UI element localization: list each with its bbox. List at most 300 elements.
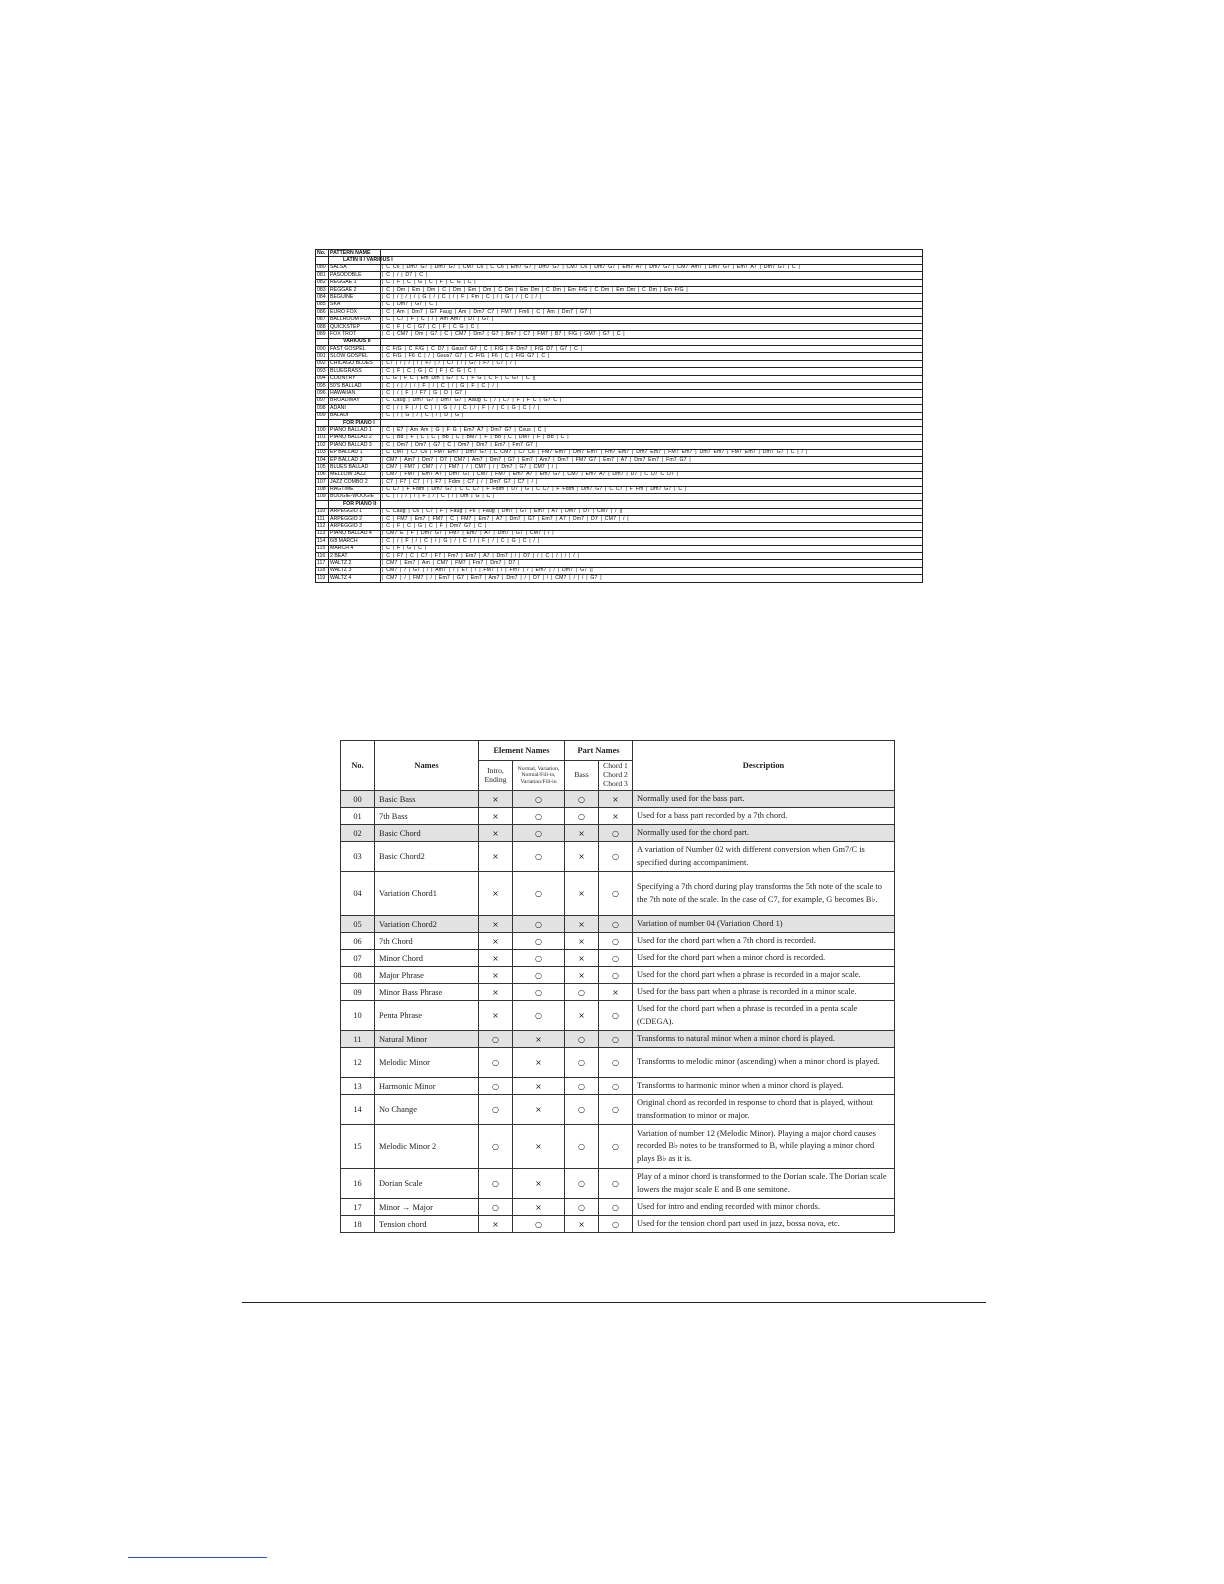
pattern-row — [316, 264, 923, 271]
variation-description: Used for a bass part recorded by a 7th chord. — [633, 808, 895, 825]
variation-number: 03 — [341, 842, 375, 872]
pattern-name: MARCH 4 — [329, 545, 381, 552]
chord-sequence: | C | F | C | G | C | F | C G | C | — [381, 279, 923, 286]
chord-mark: ○ — [599, 1216, 633, 1233]
pattern-name: FOX TROT — [329, 331, 381, 338]
variation-description: Specifying a 7th chord during play transforms the 5th note of the scale to the 7th note of the scale. In the case of C7, for example, G becomes B♭. — [633, 872, 895, 916]
bass-header: Bass — [565, 761, 599, 791]
variation-name: Melodic Minor — [375, 1048, 479, 1078]
pattern-row — [316, 309, 923, 316]
pattern-number: 112 — [316, 523, 329, 530]
pattern-row — [316, 508, 923, 515]
pattern-number: 098 — [316, 405, 329, 412]
pattern-number: 095 — [316, 383, 329, 390]
bass-mark: × — [565, 933, 599, 950]
variation-number: 00 — [341, 791, 375, 808]
variation-row — [341, 1199, 895, 1216]
pattern-row — [316, 405, 923, 412]
intro-ending-mark: ○ — [479, 1078, 513, 1095]
variation-description: Variation of number 04 (Variation Chord 1) — [633, 916, 895, 933]
pattern-number: 113 — [316, 530, 329, 537]
pattern-name: PASODOBLE — [329, 272, 381, 279]
variation-description: Used for the chord part when a 7th chord is recorded. — [633, 933, 895, 950]
pattern-row — [316, 397, 923, 404]
normal-variation-mark: ○ — [513, 933, 565, 950]
chord-sequence: | C CM7 | C7 C6 | FM7 Em7 | Dm7 G7 | C CM7 | C7 C6 | FM7 Em7 | Dm7 Em7 | Fm7 Em7 | Dm7 Em7 | FM7 Em7 | Dm7 Em7 | FM7 Em7 | Dm7 G7 | C | / | — [381, 449, 923, 456]
variation-name: Harmonic Minor — [375, 1078, 479, 1095]
pattern-name: ADANI — [329, 405, 381, 412]
pattern-row — [316, 301, 923, 308]
pattern-number: 110 — [316, 508, 329, 515]
variation-number: 12 — [341, 1048, 375, 1078]
pattern-group-no — [316, 419, 329, 426]
chord-mark: ○ — [599, 1125, 633, 1169]
pattern-name: SKA — [329, 301, 381, 308]
pattern-row — [316, 346, 923, 353]
intro-ending-mark: ○ — [479, 1199, 513, 1216]
normal-variation-mark: ○ — [513, 916, 565, 933]
variation-row — [341, 1031, 895, 1048]
normal-variation-mark: × — [513, 1048, 565, 1078]
pattern-name: FAST GOSPEL — [329, 346, 381, 353]
bass-mark: ○ — [565, 1169, 599, 1199]
normal-variation-mark: × — [513, 1078, 565, 1095]
chord-sequence: | C | / | / | / | F | / | C | / | G | F | C | / | — [381, 383, 923, 390]
pattern-number: 082 — [316, 279, 329, 286]
variation-name: 7th Chord — [375, 933, 479, 950]
pattern-number: 087 — [316, 316, 329, 323]
variation-description: A variation of Number 02 with different conversion when Gm7/C is specified during accompaniment. — [633, 842, 895, 872]
intro-ending-mark: × — [479, 808, 513, 825]
variation-row — [341, 916, 895, 933]
variation-number: 04 — [341, 872, 375, 916]
intro-ending-mark: × — [479, 950, 513, 967]
pattern-name: REGGAE 1 — [329, 279, 381, 286]
pattern-group-no — [316, 257, 329, 264]
variation-row — [341, 984, 895, 1001]
pattern-number: 114 — [316, 538, 329, 545]
chord-sequence: | C Caug | Dm7 G7 | Dm7 G7 | Aaug C | / | C7 | F | F C | G7 C | — [381, 397, 923, 404]
pattern-row — [316, 464, 923, 471]
pattern-row — [316, 442, 923, 449]
pattern-row — [316, 530, 923, 537]
chord-sequence: | C | Am | Dm7 | G7 Faug | Am | Dm7 C7 | FM7 | Fm6 | C | Am | Dm7 | G7 | — [381, 309, 923, 316]
pattern-name: COUNTRY — [329, 375, 381, 382]
pattern-row — [316, 353, 923, 360]
pattern-number: 089 — [316, 331, 329, 338]
normal-variation-mark: ○ — [513, 842, 565, 872]
pattern-row — [316, 412, 923, 419]
normal-variation-mark: ○ — [513, 872, 565, 916]
chord-sequence: | C | / | F | / | C | / | G | / | C | / | F | / | C | G | C | / | — [381, 405, 923, 412]
pattern-name: MELLOW JAZZ — [329, 471, 381, 478]
pattern-row — [316, 368, 923, 375]
variation-row — [341, 872, 895, 916]
chord-sequence: | C | / | F | / F7 | G | D | G7 | — [381, 390, 923, 397]
pattern-name: PIANO BALLAD 3 — [329, 442, 381, 449]
pattern-name: BOOGIE-WOOGIE — [329, 493, 381, 500]
chord-mark: × — [599, 808, 633, 825]
chord-sequence: | CM7 | / | FM7 | / | Em7 | G7 | Em7 | Am7 | Dm7 | / | D7 | / | CM7 | / | / | G7 | — [381, 575, 923, 582]
variation-header-row-1 — [341, 741, 895, 761]
normal-variation-mark: × — [513, 1125, 565, 1169]
pattern-name: PIANO BALLAD 1 — [329, 427, 381, 434]
intro-ending-mark: × — [479, 872, 513, 916]
intro-ending-mark: × — [479, 967, 513, 984]
pattern-row — [316, 560, 923, 567]
intro-ending-mark: ○ — [479, 1169, 513, 1199]
normal-variation-mark: ○ — [513, 1001, 565, 1031]
pattern-number: 081 — [316, 272, 329, 279]
chord-sequence: | C | C7 | F | C | / | Am Am7 | D7 | G7 | — [381, 316, 923, 323]
chord-sequence: | C C6 | Dm7 G7 | Dm7 G7 | CM7 C6 | C C6 | Em7 G7 | Dm7 G7 | CM7 C6 | Dm7 G7 | Em7 A7 | Dm7 G7 | CM7 Am7 | Dm7 G7 | Em7 A7 | Dm7 G7 | C | — [381, 264, 923, 271]
variation-row — [341, 1048, 895, 1078]
chord-sequence: | C Caug | C6 | C7 | F | Faug | F6 | Faug | Dm7 | G7 | Em7 | A7 | Dm7 | D7 | CM7 | / || — [381, 508, 923, 515]
chord-mark: ○ — [599, 1078, 633, 1095]
pattern-name: BALADI — [329, 412, 381, 419]
variation-number: 14 — [341, 1095, 375, 1125]
pattern-number: 116 — [316, 553, 329, 560]
variation-description: Transforms to natural minor when a minor chord is played. — [633, 1031, 895, 1048]
pattern-row — [316, 279, 923, 286]
pattern-row — [316, 553, 923, 560]
pattern-number: 092 — [316, 360, 329, 367]
chord-sequence: | C | F7 | C | C7 | F7 | Fm7 | Em7 | A7 | Dm7 | / | D7 | / | C | / | / | / | — [381, 553, 923, 560]
pattern-number: 104 — [316, 456, 329, 463]
intro-ending-mark: ○ — [479, 1031, 513, 1048]
pattern-number: 111 — [316, 516, 329, 523]
chord-sequence: | C | FM7 | Em7 | FM7 | C | FM7 | Em7 | A7 | Dm7 | G7 | Em7 | A7 | Dm7 | D7 | CM7 | / | — [381, 516, 923, 523]
variation-description: Normally used for the bass part. — [633, 791, 895, 808]
pattern-row — [316, 575, 923, 582]
chord-sequence: | C | CM7 | Dm | G7 | C | CM7 | Dm7 | G7 | Bm7 | C7 | FM7 | B7 | F/G | GM7 | G7 | C | — [381, 331, 923, 338]
pattern-name: JAZZ COMBO 2 — [329, 479, 381, 486]
chord-mark: ○ — [599, 1169, 633, 1199]
pattern-group-seq — [381, 338, 923, 345]
normal-variation-mark: × — [513, 1169, 565, 1199]
normal-variation-mark: ○ — [513, 967, 565, 984]
pattern-number: 080 — [316, 264, 329, 271]
pattern-name: ARPEGGIO 2 — [329, 516, 381, 523]
chord-sequence: | C | / | / | / | G | / | C | / | F | Fm | C | / | G | / | C | / | — [381, 294, 923, 301]
variation-table-body — [341, 791, 895, 1233]
chord-sequence: | CM7 | FM7 | Em7 A7 | Dm7 G7 | CM7 | FM7 | Em7 A7 | Em7 G7 | CM7 | Em7 A7 | Dm7 | D7 | C D7 C D7 | — [381, 471, 923, 478]
chord-mark: × — [599, 984, 633, 1001]
chord-mark: ○ — [599, 1001, 633, 1031]
pattern-name: QUICKSTEP — [329, 323, 381, 330]
intro-ending-mark: × — [479, 825, 513, 842]
pattern-group-row — [316, 338, 923, 345]
pattern-group-row — [316, 257, 923, 264]
intro-ending-mark: × — [479, 933, 513, 950]
chord-mark: ○ — [599, 1199, 633, 1216]
pattern-number: 084 — [316, 294, 329, 301]
pattern-name: BALLROOM FOX — [329, 316, 381, 323]
pattern-name: SALSA — [329, 264, 381, 271]
variation-row — [341, 1125, 895, 1169]
pattern-name: ARPEGGIO 1 — [329, 508, 381, 515]
chord-sequence: | C7 | / | / | / | F7 | / | C7 | / | G7 | F7 | C7 | / | — [381, 360, 923, 367]
bass-mark: ○ — [565, 1078, 599, 1095]
pattern-name: EP BALLAD 2 — [329, 456, 381, 463]
intro-ending-mark: × — [479, 1216, 513, 1233]
chord-sequence: | C | / | F | / | C | / | G | / | C | / | F | / | C | G | C | / | — [381, 538, 923, 545]
variation-number: 08 — [341, 967, 375, 984]
bass-mark: ○ — [565, 984, 599, 1001]
intro-ending-mark: × — [479, 984, 513, 1001]
bass-mark: ○ — [565, 1125, 599, 1169]
variation-number: 05 — [341, 916, 375, 933]
variation-row — [341, 1216, 895, 1233]
pattern-row — [316, 331, 923, 338]
chord-sequence: | C | Dm7 | G7 | C | — [381, 301, 923, 308]
chord-sequence: | CM7 | Am7 | Dm7 | D7 | CM7 | Am7 | Dm7 | G7 | Em7 | Am7 | Dm7 | FM7 G7 | Em7 | A7 | Dm7 Em7 | Fm7 G7 | — [381, 456, 923, 463]
pattern-name: RAGTIME — [329, 486, 381, 493]
pattern-name: CHICAGO BLUES — [329, 360, 381, 367]
variation-row — [341, 808, 895, 825]
pattern-no-header: No. — [316, 250, 329, 257]
bass-mark: × — [565, 872, 599, 916]
chord-sequence: | C | Dm | Em | Dm | C | Dm | Em | Dm | C Dm | Em Dm | C Dm | Em F/G | C Dm | Em Dm | C Dm | Em F/G | — [381, 286, 923, 293]
pattern-name: WALTZ 2 — [329, 560, 381, 567]
variation-name: Penta Phrase — [375, 1001, 479, 1031]
pattern-row — [316, 316, 923, 323]
pattern-number: 100 — [316, 427, 329, 434]
pattern-row — [316, 360, 923, 367]
variation-number: 07 — [341, 950, 375, 967]
variation-number: 10 — [341, 1001, 375, 1031]
pattern-name: EP BALLAD 1 — [329, 449, 381, 456]
pattern-number: 094 — [316, 375, 329, 382]
pattern-number: 097 — [316, 397, 329, 404]
pattern-table — [315, 249, 923, 583]
pattern-group-title: FOR PIANO II — [329, 501, 381, 508]
variation-description: Used for the tension chord part used in jazz, bossa nova, etc. — [633, 1216, 895, 1233]
variation-row — [341, 967, 895, 984]
variation-number: 02 — [341, 825, 375, 842]
variation-number: 01 — [341, 808, 375, 825]
pattern-name: BROADWAY — [329, 397, 381, 404]
pattern-group-title: FOR PIANO I — [329, 419, 381, 426]
variation-name: Minor → Major — [375, 1199, 479, 1216]
variation-name: 7th Bass — [375, 808, 479, 825]
variation-name: Dorian Scale — [375, 1169, 479, 1199]
variation-number: 09 — [341, 984, 375, 1001]
chord-mark: ○ — [599, 1031, 633, 1048]
variation-row — [341, 825, 895, 842]
chord-sequence: | C F/G | C F/G | C D7 | Gsus7 G7 | C | F/G | F Dm7 | F/G D7 | G7 | C | — [381, 346, 923, 353]
variation-name: Basic Bass — [375, 791, 479, 808]
pattern-group-no — [316, 501, 329, 508]
variation-row — [341, 933, 895, 950]
intro-ending-mark: × — [479, 916, 513, 933]
intro-ending-mark: × — [479, 1001, 513, 1031]
pattern-row — [316, 434, 923, 441]
bass-mark: × — [565, 1216, 599, 1233]
chord-mark: ○ — [599, 950, 633, 967]
normal-variation-header: Normal, Variation, Normal/Fill-in, Variation/Fill-in — [513, 761, 565, 791]
variation-name: Variation Chord1 — [375, 872, 479, 916]
chord-mark: ○ — [599, 872, 633, 916]
variation-name: Minor Bass Phrase — [375, 984, 479, 1001]
pattern-row — [316, 323, 923, 330]
chord-mark: × — [599, 791, 633, 808]
variation-row — [341, 1095, 895, 1125]
pattern-name: WALTZ 4 — [329, 575, 381, 582]
pattern-number: 090 — [316, 346, 329, 353]
chord-mark: ○ — [599, 967, 633, 984]
chord-sequence: | C | F | C | G7 | C | F | C G | C | — [381, 323, 923, 330]
pattern-row — [316, 456, 923, 463]
chord-sequence: | C | E7 | Am Am | G | F G | Em7 A7 | Dm7 G7 | Csus | C | — [381, 427, 923, 434]
bass-mark: × — [565, 916, 599, 933]
normal-variation-mark: × — [513, 1095, 565, 1125]
chord-sequence: | C7 | F7 | C7 | / | F7 | Fdim | C7 | / | Dm7 G7 | C7 | / | — [381, 479, 923, 486]
bass-mark: × — [565, 1001, 599, 1031]
variation-description: Used for intro and ending recorded with minor chords. — [633, 1199, 895, 1216]
pattern-group-seq — [381, 501, 923, 508]
pattern-row — [316, 486, 923, 493]
variation-description: Used for the chord part when a phrase is recorded in a penta scale (CDEGA). — [633, 1001, 895, 1031]
pattern-group-row — [316, 501, 923, 508]
pattern-group-seq — [381, 257, 923, 264]
normal-variation-mark: ○ — [513, 791, 565, 808]
variation-description: Normally used for the chord part. — [633, 825, 895, 842]
footer-link-underline — [128, 1557, 267, 1558]
chord-sequence: | C C7 | F Fdim | Dm7 G7 | C C C7 | F Fdim | D7 | G | C C7 | F Fdim | Dm7 G7 | C C7 | F Fm | Dm7 G7 | C | — [381, 486, 923, 493]
pattern-row — [316, 383, 923, 390]
variation-name: Major Phrase — [375, 967, 479, 984]
variation-name: Basic Chord2 — [375, 842, 479, 872]
variation-name: Variation Chord2 — [375, 916, 479, 933]
pattern-number: 118 — [316, 567, 329, 574]
pattern-name: WALTZ 3 — [329, 567, 381, 574]
variation-description: Used for the bass part when a phrase is recorded in a minor scale. — [633, 984, 895, 1001]
pattern-row — [316, 427, 923, 434]
bass-mark: × — [565, 950, 599, 967]
variation-name: Melodic Minor 2 — [375, 1125, 479, 1169]
variation-number: 15 — [341, 1125, 375, 1169]
chord-sequence: | C | Bb | F | C | C | Bb | C | BM7 | F | Bb | C | DM7 | F | Bb | C | — [381, 434, 923, 441]
intro-ending-mark: ○ — [479, 1048, 513, 1078]
chord-sequence: | CM7 | FM7 | CM7 | / | FM7 | / | CM7 | / | Dm7 | G7 | CM7 | / | — [381, 464, 923, 471]
bass-mark: ○ — [565, 1199, 599, 1216]
pattern-group-title: LATIN II / VARIOUS I — [329, 257, 381, 264]
variation-description: Transforms to harmonic minor when a minor chord is played. — [633, 1078, 895, 1095]
variation-description: Used for the chord part when a phrase is recorded in a major scale. — [633, 967, 895, 984]
pattern-name-header: PATTERN NAME — [329, 250, 381, 257]
pattern-number: 119 — [316, 575, 329, 582]
variation-description: Original chord as recorded in response to chord that is played, without transformation to minor or major. — [633, 1095, 895, 1125]
pattern-row — [316, 545, 923, 552]
bass-mark: ○ — [565, 1048, 599, 1078]
variation-row — [341, 1001, 895, 1031]
pattern-row — [316, 272, 923, 279]
variation-row — [341, 842, 895, 872]
chord-sequence: | CM7 | Em7 | Am | CM7 | FM7 | Fm7 | Dm7 | D7 | — [381, 560, 923, 567]
pattern-group-title: VARIOUS II — [329, 338, 381, 345]
pattern-number: 103 — [316, 449, 329, 456]
bass-mark: × — [565, 842, 599, 872]
pattern-name: BLUEGRASS — [329, 368, 381, 375]
variation-name: Natural Minor — [375, 1031, 479, 1048]
variation-name: Tension chord — [375, 1216, 479, 1233]
pattern-name: ARPEGGIO 3 — [329, 523, 381, 530]
element-names-header: Element Names — [479, 741, 565, 761]
pattern-number: 108 — [316, 486, 329, 493]
normal-variation-mark: ○ — [513, 1216, 565, 1233]
pattern-number: 109 — [316, 493, 329, 500]
chord-mark: ○ — [599, 842, 633, 872]
normal-variation-mark: ○ — [513, 950, 565, 967]
pattern-row — [316, 390, 923, 397]
pattern-name: PIANO BALLAD 4 — [329, 530, 381, 537]
chord-sequence: | CM7 E | F | Dm7 G7 | FM7 | Em7 | A7 | Dm7 | G7 | CM7 | / | — [381, 530, 923, 537]
variation-row — [341, 1078, 895, 1095]
chord-mark: ○ — [599, 933, 633, 950]
pattern-number: 117 — [316, 560, 329, 567]
intro-ending-mark: ○ — [479, 1125, 513, 1169]
chord-mark: ○ — [599, 916, 633, 933]
chord-mark: ○ — [599, 1095, 633, 1125]
pattern-number: 101 — [316, 434, 329, 441]
variation-number: 13 — [341, 1078, 375, 1095]
bass-mark: ○ — [565, 791, 599, 808]
chord-sequence: | CM7 | / | G7 | / | Am7 | / | E7 | / | FM7 | / | Fm7 | / | Em7 | / | Dm7 | G7 || — [381, 567, 923, 574]
pattern-row — [316, 375, 923, 382]
variation-names-header: Names — [375, 741, 479, 791]
chords-header: Chord 1 Chord 2 Chord 3 — [599, 761, 633, 791]
variation-description: Transforms to melodic minor (ascending) when a minor chord is played. — [633, 1048, 895, 1078]
normal-variation-mark: ○ — [513, 808, 565, 825]
variation-description: Play of a minor chord is transformed to the Dorian scale. The Dorian scale lowers the major scale E and B one semitone. — [633, 1169, 895, 1199]
bass-mark: ○ — [565, 808, 599, 825]
normal-variation-mark: ○ — [513, 984, 565, 1001]
normal-variation-mark: × — [513, 1199, 565, 1216]
intro-ending-header: Intro, Ending — [479, 761, 513, 791]
variation-row — [341, 950, 895, 967]
pattern-name: 2 BEAT — [329, 553, 381, 560]
chord-sequence: | C F/G | F6 C | / | Gsus7 G7 | C F/G | F6 | C | F/G G7 | C | — [381, 353, 923, 360]
normal-variation-mark: ○ — [513, 825, 565, 842]
pattern-row — [316, 567, 923, 574]
footer-rule — [242, 1302, 986, 1303]
variation-number: 18 — [341, 1216, 375, 1233]
chord-sequence: | C G | F C | Em Dm | G7 | C | F G | C F | C G7 | C || — [381, 375, 923, 382]
pattern-row — [316, 516, 923, 523]
variation-row — [341, 791, 895, 808]
pattern-row — [316, 449, 923, 456]
variation-description: Used for the chord part when a minor chord is recorded. — [633, 950, 895, 967]
pattern-table-header — [316, 250, 923, 257]
description-header: Description — [633, 741, 895, 791]
pattern-name: 6/8 MARCH — [329, 538, 381, 545]
pattern-number: 086 — [316, 309, 329, 316]
pattern-number: 083 — [316, 286, 329, 293]
pattern-name: BEGUINE — [329, 294, 381, 301]
pattern-number: 105 — [316, 464, 329, 471]
pattern-name: EURO FOX — [329, 309, 381, 316]
pattern-row — [316, 479, 923, 486]
pattern-name: SLOW GOSPEL — [329, 353, 381, 360]
variation-description: Variation of number 12 (Melodic Minor). Playing a major chord causes recorded B♭ notes to be transformed to B, while playing a minor chord plays B♭ as it is. — [633, 1125, 895, 1169]
variation-table — [340, 740, 895, 1233]
pattern-row — [316, 294, 923, 301]
pattern-number: 088 — [316, 323, 329, 330]
pattern-row — [316, 538, 923, 545]
pattern-number: 106 — [316, 471, 329, 478]
chord-mark: ○ — [599, 825, 633, 842]
